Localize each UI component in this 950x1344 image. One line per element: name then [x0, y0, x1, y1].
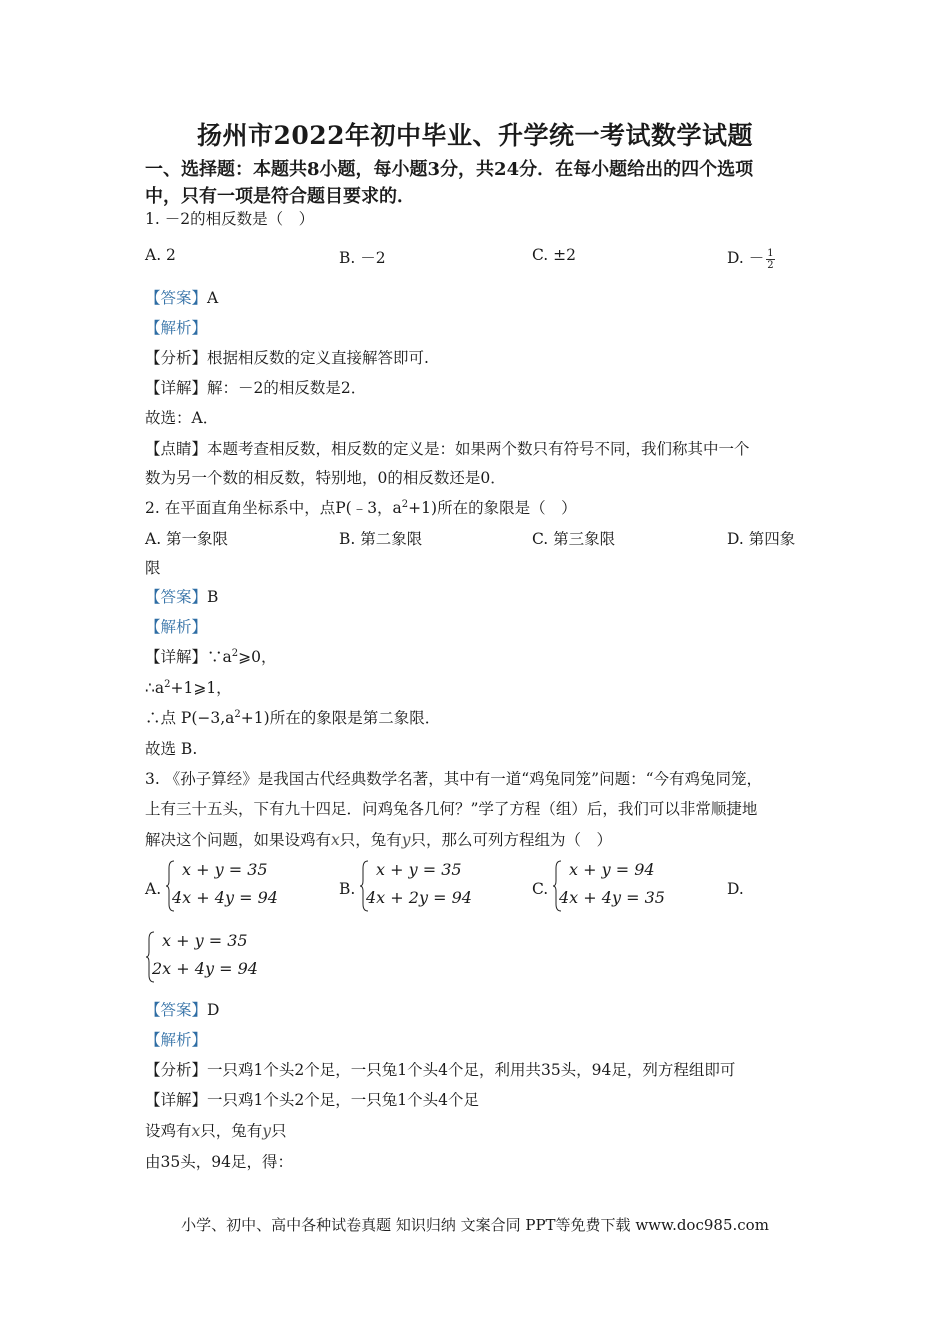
q2-option-b: B. 第二象限	[339, 530, 423, 548]
variable-x: x	[331, 831, 340, 849]
q1-fenxi	[145, 346, 429, 368]
fenxi-text: 根据相反数的定义直接解答即可.	[207, 349, 429, 367]
q1-option-d-prefix: D. －	[727, 249, 765, 267]
q2-stem-part: +1)所在的象限是（ ）	[408, 499, 577, 517]
q2-option-d: D. 第四象	[727, 530, 796, 548]
q3-stem-line-2: 上有三十五头，下有九十四足．问鸡兔各几何？”学了方程（组）后，我们可以非常顺捷地	[145, 800, 758, 818]
step-text: +1)所在的象限是第二象限．	[240, 709, 441, 727]
superscript: 2	[234, 708, 241, 720]
equation-2: 2x + 4y = 94	[152, 959, 258, 978]
answer-value: B	[207, 588, 219, 606]
q3-answer	[145, 998, 219, 1020]
section-heading-line-2: 中，只有一项是符合题目要求的．	[145, 186, 415, 207]
q1-analysis-tag: 【解析】	[145, 319, 208, 337]
step-text: ⩾0，	[238, 648, 277, 666]
q1-choice: 故选：A．	[145, 409, 219, 427]
dianjing-text: 本题考查相反数，相反数的定义是：如果两个数只有符号不同，我们称其中一个	[207, 440, 750, 458]
step-text: +1⩾1，	[170, 679, 232, 697]
section-heading-line-1: 一、选择题：本题共8小题，每小题3分，共24分．在每小题给出的四个选项	[145, 159, 754, 180]
fenxi-text: 一只鸡1个头2个足，一只兔1个头4个足，利用共35头，94足，列方程组即可	[207, 1061, 736, 1079]
step-text: ∴点 P(−3,a	[145, 709, 235, 727]
q3-option-c-label: C.	[532, 880, 549, 898]
q3-option-d-system	[146, 931, 266, 987]
q3-last-line: 由35头，94足，得：	[145, 1153, 293, 1171]
stem-part: 解决这个问题，如果设鸡有	[145, 831, 332, 849]
q3-stem-line-1: 3. 《孙子算经》是我国古代经典数学名著，其中有一道“鸡兔同笼”问题：“今有鸡兔同笼，	[145, 770, 762, 788]
q2-step-2	[145, 676, 232, 698]
q3-option-b-system	[360, 860, 480, 916]
equation-2: 4x + 2y = 94	[366, 888, 472, 907]
equation-1: x + y = 35	[162, 931, 248, 950]
variable-y: y	[262, 1122, 272, 1140]
xiangjie-text: 一只鸡1个头2个足，一只兔1个头4个足	[207, 1091, 479, 1109]
superscript: 2	[401, 498, 409, 510]
q3-option-a-label: A.	[145, 880, 162, 898]
xiangjie-tag: 【详解】	[145, 648, 208, 666]
fraction-denominator: 2	[767, 259, 774, 271]
q2-option-c: C. 第三象限	[532, 530, 616, 548]
q3-option-a-system	[166, 860, 286, 916]
superscript: 2	[231, 647, 239, 659]
q1-option-c: C. ±2	[532, 246, 577, 264]
q3-setup	[145, 1119, 287, 1141]
equation-2: 4x + 4y = 94	[172, 888, 278, 907]
q1-dianjing	[145, 437, 750, 459]
dianjing-tag: 【点睛】	[145, 440, 208, 458]
q2-analysis-tag: 【解析】	[145, 618, 208, 636]
setup-text: 设鸡有	[145, 1122, 192, 1140]
q1-option-a: A. 2	[145, 246, 176, 264]
answer-tag: 【答案】	[145, 588, 208, 606]
page-title: 扬州市2022年初中毕业、升学统一考试数学试题	[196, 121, 754, 150]
superscript: 2	[164, 678, 171, 690]
q3-option-d-label: D.	[727, 880, 744, 898]
setup-text: 只，兔有	[200, 1122, 263, 1140]
q3-fenxi	[145, 1058, 735, 1080]
step-text: ∴a	[145, 679, 165, 697]
q1-dianjing-cont: 数为另一个数的相反数，特别地，0的相反数还是0．	[145, 469, 506, 487]
q2-choice: 故选 B.	[145, 740, 198, 758]
q2-option-a: A. 第一象限	[145, 530, 229, 548]
q3-stem-line-3	[145, 828, 612, 850]
q2-option-d-wrap: 限	[145, 559, 161, 577]
q1-option-b: B. －2	[339, 249, 386, 267]
equation-1: x + y = 35	[376, 860, 462, 879]
xiangjie-tag: 【详解】	[145, 379, 208, 397]
q2-stem	[145, 496, 577, 518]
q1-stem: 1. －2的相反数是（ ）	[145, 210, 315, 228]
q1-option-d	[727, 246, 775, 271]
q1-xiangjie	[145, 376, 366, 398]
q2-stem-part: 2. 在平面直角坐标系中，点P(﹣3，a	[145, 499, 402, 517]
q2-answer	[145, 585, 218, 607]
xiangjie-tag: 【详解】	[145, 1091, 208, 1109]
answer-tag: 【答案】	[145, 289, 208, 307]
answer-value: A	[207, 289, 219, 307]
fraction	[766, 248, 774, 271]
setup-text: 只	[271, 1122, 287, 1140]
q1-answer	[145, 286, 218, 308]
q3-option-b-label: B.	[339, 880, 356, 898]
q3-analysis-tag: 【解析】	[145, 1031, 208, 1049]
answer-value: D	[207, 1001, 220, 1019]
answer-tag: 【答案】	[145, 1001, 208, 1019]
q2-step-1	[145, 645, 277, 667]
q3-option-c-system	[553, 860, 673, 916]
step-text: ∵a	[207, 648, 232, 666]
xiangjie-text: 解：－2的相反数是2．	[207, 379, 367, 397]
q3-xiangjie	[145, 1088, 479, 1110]
page-footer: 小学、初中、高中各种试卷真题 知识归纳 文案合同 PPT等免费下载 www.doc985.com	[181, 1216, 769, 1234]
variable-y: y	[401, 831, 411, 849]
equation-1: x + y = 94	[569, 860, 655, 879]
equation-2: 4x + 4y = 35	[559, 888, 665, 907]
q2-step-3	[145, 706, 440, 728]
equation-1: x + y = 35	[182, 860, 268, 879]
stem-part: 只，兔有	[339, 831, 402, 849]
fenxi-tag: 【分析】	[145, 349, 208, 367]
variable-x: x	[191, 1122, 201, 1140]
fenxi-tag: 【分析】	[145, 1061, 208, 1079]
stem-part: 只，那么可列方程组为（ ）	[410, 831, 613, 849]
fraction-numerator: 1	[767, 247, 774, 259]
